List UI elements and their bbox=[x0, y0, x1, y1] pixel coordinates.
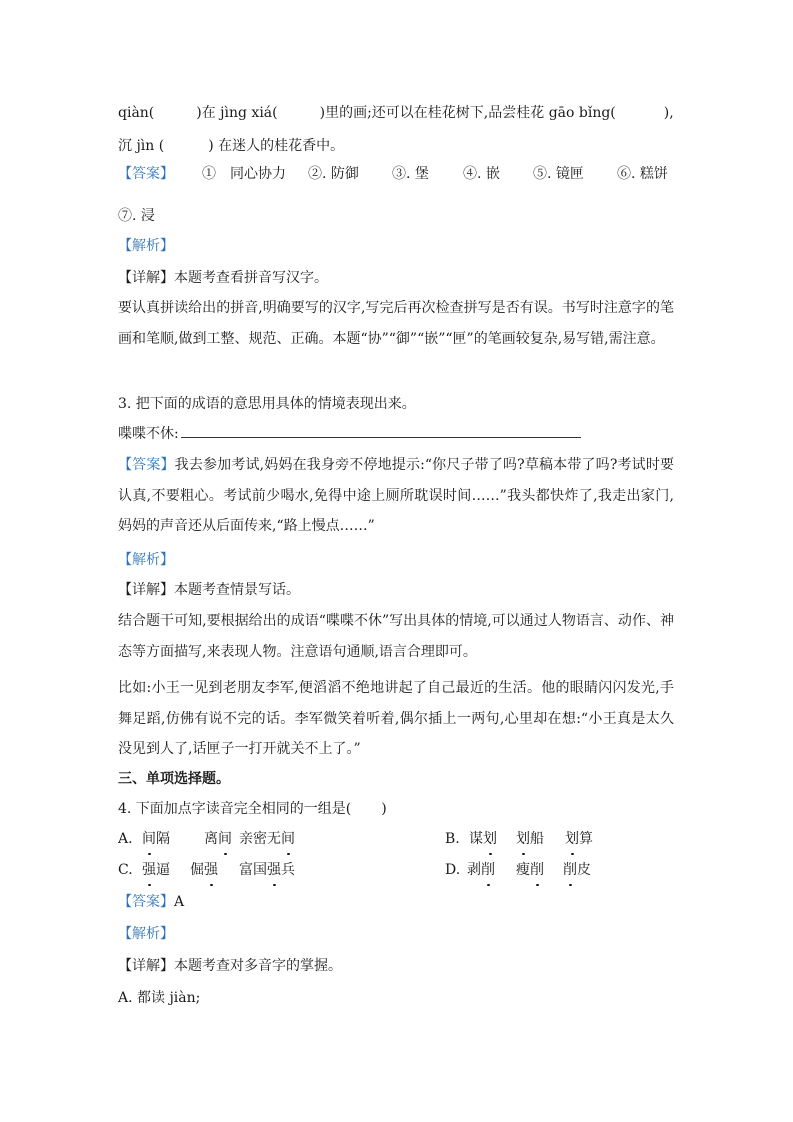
q2-answer-4: ④. 嵌 bbox=[463, 166, 500, 182]
explanation-paragraph: 结合题干可知,要根据给出的成语“喋喋不休”写出具体的情境,可以通过人物语言、动作、神态等方面描写,来表现人物。注意语句通顺,语言合理即可。 bbox=[118, 613, 674, 660]
option-c-word-1: 强逼 bbox=[142, 862, 170, 878]
dotted-char: 强 bbox=[267, 862, 281, 878]
dotted-char: 划 bbox=[516, 831, 530, 847]
q2-answer-5: ⑤. 镜匣 bbox=[533, 166, 584, 182]
q2-answer-3: ③. 堡 bbox=[392, 166, 429, 182]
answer-value: A bbox=[174, 894, 185, 910]
dotted-char: 强 bbox=[204, 862, 218, 878]
option-a-word-3: 亲密无间 bbox=[239, 831, 295, 847]
dotted-char: 削 bbox=[563, 862, 577, 878]
option-b-label: B. bbox=[445, 831, 460, 847]
detail-line: 【详解】本题考查对多音字的掌握。 bbox=[118, 958, 342, 974]
q2-answer-2: ②. 防御 bbox=[308, 166, 359, 182]
answer-text: 我去参加考试,妈妈在我身旁不停地提示:“你尺子带了吗?草稿本带了吗?考试时要认真,不要粗心。考试前少喝水,免得中途上厕所耽误时间……”我头都快炸了,我走出家门,妈妈的声音还从后面传来,“路上慢点……” bbox=[118, 457, 674, 534]
option-d-label: D. bbox=[445, 862, 461, 878]
question-4: 4. 下面加点字读音完全相同的一组是( ) bbox=[118, 801, 387, 817]
answer-label: 【答案】 bbox=[118, 457, 175, 473]
analysis-label: 【解析】 bbox=[118, 926, 174, 942]
analysis-label: 【解析】 bbox=[118, 552, 174, 568]
section-heading: 三、单项选择题。 bbox=[118, 771, 230, 787]
dotted-char: 划 bbox=[483, 831, 497, 847]
option-b-word-2: 划船 bbox=[516, 831, 544, 847]
q3-answer-paragraph bbox=[118, 450, 674, 542]
option-d-word-2: 瘦削 bbox=[516, 862, 544, 878]
q2-blank-line-2: 沉 jìn ( ) 在迷人的桂花香中。 bbox=[118, 138, 345, 154]
question-3: 3. 把下面的成语的意思用具体的情境表现出来。 bbox=[118, 396, 416, 412]
answer-label: 【答案】 bbox=[118, 894, 174, 910]
q2-blank-line-1: qiàn( )在 jìng xiá( )里的画;还可以在桂花树下,品尝桂花 gāo bǐng( ), bbox=[118, 105, 674, 121]
answer-underline bbox=[181, 424, 581, 438]
detail-line: 【详解】本题考查情景写话。 bbox=[118, 582, 300, 598]
option-c-word-3: 富国强兵 bbox=[239, 862, 295, 878]
dotted-char: 间 bbox=[218, 831, 232, 847]
q2-answer-row bbox=[118, 164, 174, 184]
q4-answer-row bbox=[118, 892, 184, 912]
option-a-word-2: 离间 bbox=[204, 831, 232, 847]
option-d-word-3: 削皮 bbox=[563, 862, 591, 878]
option-a-label: A. bbox=[118, 831, 133, 847]
dotted-char: 削 bbox=[530, 862, 544, 878]
answer-label: 【答案】 bbox=[118, 166, 174, 182]
dotted-char: 强 bbox=[142, 862, 156, 878]
detail-line: 【详解】本题考查看拼音写汉字。 bbox=[118, 270, 328, 286]
idiom-prompt: 喋喋不休: bbox=[118, 424, 581, 444]
q2-answer-1: ① 同心协力 bbox=[202, 166, 286, 182]
option-c-word-2: 倔强 bbox=[190, 862, 218, 878]
explanation-paragraph: 要认真拼读给出的拼音,明确要写的汉字,写完后再次检查拼写是否有误。书写时注意字的笔画和笔顺,做到工整、规范、正确。本题“协”“御”“嵌”“匣”的笔画较复杂,易写错,需注意。 bbox=[118, 300, 674, 347]
dotted-char: 间 bbox=[142, 831, 156, 847]
option-c-label: C. bbox=[118, 862, 133, 878]
option-a-word-1: 间隔 bbox=[142, 831, 170, 847]
option-b-word-1: 谋划 bbox=[469, 831, 497, 847]
q2-answer-6: ⑥. 糕饼 bbox=[617, 166, 668, 182]
dotted-char: 间 bbox=[281, 831, 295, 847]
option-b-word-3: 划算 bbox=[565, 831, 593, 847]
example-paragraph: 比如:小王一见到老朋友李军,便滔滔不绝地讲起了自己最近的生活。他的眼睛闪闪发光,手舞足蹈,仿佛有说不完的话。李军微笑着听着,偶尔插上一两句,心里却在想:“小王真是太久没见到人了,话匣子一打开就关不上了。” bbox=[118, 680, 674, 757]
option-a-note: A. 都读 jiàn; bbox=[118, 990, 201, 1006]
q2-answer-7: ⑦. 浸 bbox=[118, 208, 155, 224]
dotted-char: 削 bbox=[481, 862, 495, 878]
analysis-label: 【解析】 bbox=[118, 238, 174, 254]
option-d-word-1: 剥削 bbox=[467, 862, 495, 878]
dotted-char: 划 bbox=[565, 831, 579, 847]
